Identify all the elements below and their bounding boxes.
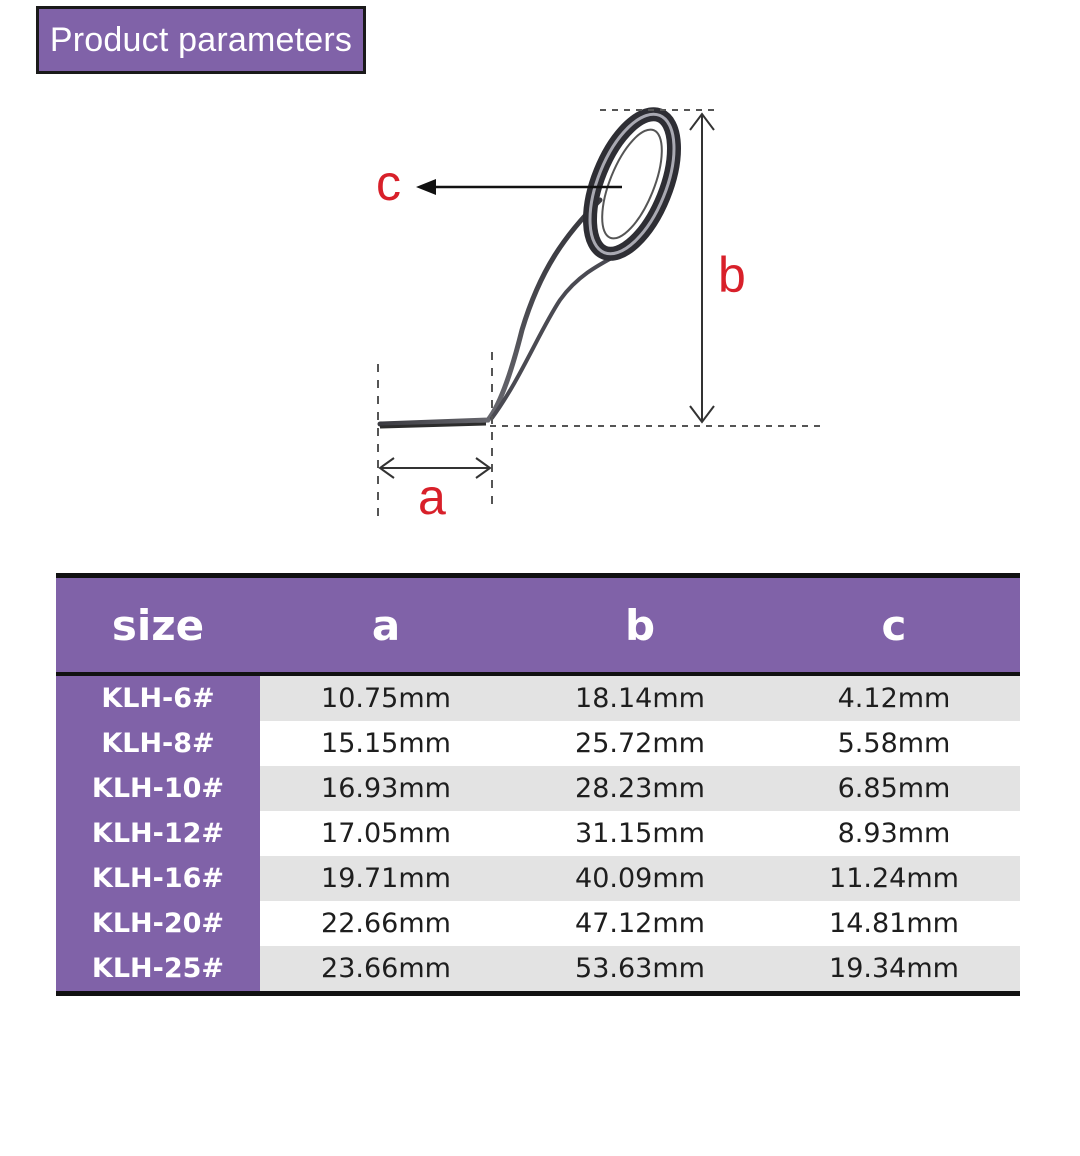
page-title: Product parameters xyxy=(49,20,353,59)
table-row xyxy=(56,946,1020,991)
header-b: b xyxy=(624,600,656,650)
cell-b: 47.12mm xyxy=(512,901,768,946)
cell-a: 17.05mm xyxy=(260,811,512,856)
cell-size: KLH-12# xyxy=(56,811,260,856)
cell-c: 11.24mm xyxy=(768,856,1020,901)
cell-a: 15.15mm xyxy=(260,721,512,766)
cell-c: 19.34mm xyxy=(768,946,1020,991)
header-size: size xyxy=(111,600,205,650)
cell-b: 25.72mm xyxy=(512,721,768,766)
cell-size: KLH-8# xyxy=(56,721,260,766)
table-row xyxy=(56,766,1020,811)
cell-b: 40.09mm xyxy=(512,856,768,901)
cell-size: KLH-10# xyxy=(56,766,260,811)
cell-a: 16.93mm xyxy=(260,766,512,811)
cell-c: 8.93mm xyxy=(768,811,1020,856)
table-row xyxy=(56,856,1020,901)
rod-guide-diagram xyxy=(0,0,1080,540)
cell-c: 5.58mm xyxy=(768,721,1020,766)
dimension-c-label: c xyxy=(376,155,401,211)
cell-size: KLH-25# xyxy=(56,946,260,991)
header-c: c xyxy=(881,600,907,650)
table-row xyxy=(56,721,1020,766)
cell-size: KLH-20# xyxy=(56,901,260,946)
cell-size: KLH-16# xyxy=(56,856,260,901)
guide-ring xyxy=(573,103,691,266)
cell-a: 19.71mm xyxy=(260,856,512,901)
dimension-a-label: a xyxy=(418,469,446,525)
cell-b: 28.23mm xyxy=(512,766,768,811)
table-row xyxy=(56,811,1020,856)
cell-b: 18.14mm xyxy=(512,676,768,721)
cell-c: 4.12mm xyxy=(768,676,1020,721)
cell-c: 6.85mm xyxy=(768,766,1020,811)
cell-b: 53.63mm xyxy=(512,946,768,991)
cell-c: 14.81mm xyxy=(768,901,1020,946)
table-header-row xyxy=(56,578,1020,672)
table-row xyxy=(56,901,1020,946)
parameters-table xyxy=(56,573,1020,996)
cell-a: 10.75mm xyxy=(260,676,512,721)
cell-size: KLH-6# xyxy=(56,676,260,721)
table-row xyxy=(56,676,1020,721)
table-rule-bottom xyxy=(56,991,1020,996)
dimension-b-label: b xyxy=(718,247,746,303)
cell-b: 31.15mm xyxy=(512,811,768,856)
cell-a: 23.66mm xyxy=(260,946,512,991)
header-a: a xyxy=(371,600,401,650)
cell-a: 22.66mm xyxy=(260,901,512,946)
